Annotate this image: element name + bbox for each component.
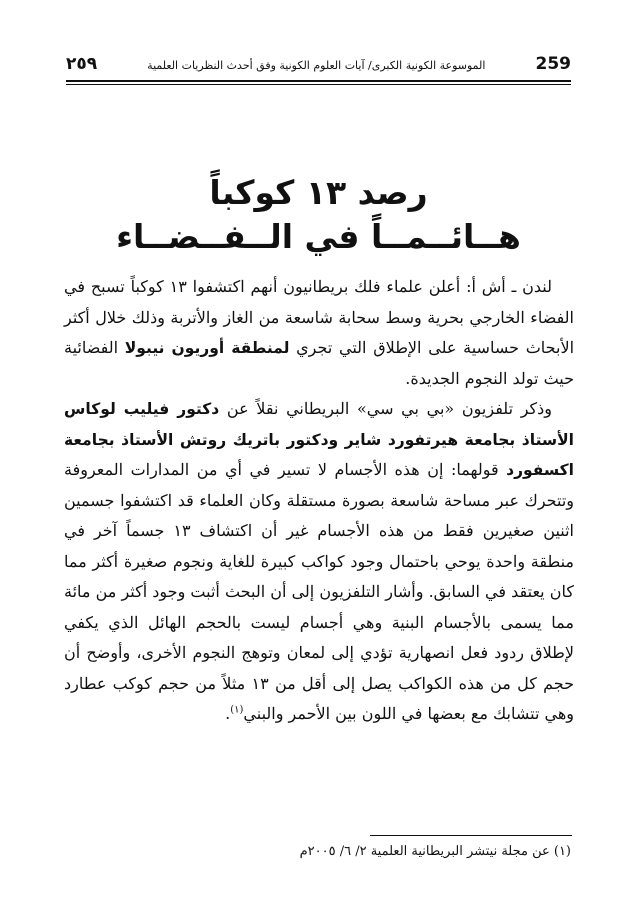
paragraph-1-text: لندن ـ أش أ: أعلن علماء فلك بريطانيون أنهم اكتشفوا ١٣ كوكباً تسبح في الفضاء الخارجي بحرية وسط سحابة شاسعة من الغاز والأتربة وذلك خلال أكثر الأبحاث حساسية على الإطلاق التي تجري: [64, 277, 575, 357]
paragraph-2-bold: دكتور فيليب لوكاس الأستاذ بجامعة هيرتفورد شاير ودكتور باتريك روتش الأستاذ بجامعة اكسفورد: [64, 400, 574, 479]
paragraph-2-start: وذكر تلفزيون «بي بي سي» البريطاني نقلاً عن: [219, 399, 553, 418]
paragraph-2: [64, 394, 574, 730]
page-header: [66, 54, 571, 76]
paragraph-2-end: .: [225, 704, 231, 723]
paragraph-1-end: الفضائية حيث تولد النجوم الجديدة.: [64, 338, 574, 388]
paragraph-1: [64, 272, 574, 394]
article-body: [64, 272, 574, 730]
running-title: الموسوعة الكونية الكبرى/ آيات العلوم الكونية وفق أحدث النظريات العلمية: [147, 59, 486, 72]
footnote-reference: (١): [230, 704, 244, 716]
paragraph-1-bold: لمنطقة أوريون نيبولا: [124, 339, 290, 357]
page-number-arabic: ٢٥٩: [66, 54, 98, 74]
title-line-1: رصد ١٣ كوكباً: [209, 173, 428, 212]
paragraph-2-text: قولهما: إن هذه الأجسام لا تسير في أي من المدارات المعروفة وتتحرك عبر مساحة شاسعة بصورة مستقلة وكان العلماء قد اكتشفوا جسمين اثنين صغيرين فقط من هذه الأجسام غير أن اكتشاف ١٣ جسماً آخر في منطقة واحدة يوحي باحتمال وجود كواكب كبيرة للغاية ونجوم صغيرة أكثر مما كان يعتقد في السابق. وأشار التلفزيون إلى أن البحث أثبت وجود أكثر من مائة مما يسمى بالأجسام البنية وهي أجسام ليست بالحجم الهائل الذي يكفي لإطلاق ردود فعل انصهارية تؤدي إلى لمعان وتوهج النجوم الأخرى، وأوضح أن حجم كل من هذه الكواكب يصل إلى أقل من ١٣ مثلاً من حجم كوكب عطارد وهي تتشابك مع بعضها في اللون بين الأحمر والبني: [64, 460, 574, 723]
title-line-2: هــائــمــاً في الــفــضــاء: [116, 217, 521, 256]
footnote-rule: [370, 835, 572, 836]
header-rule: [66, 80, 571, 85]
footnote: (١) عن مجلة نيتشر البريطانية العلمية ٢/ ٦/ ٢٠٠٥م: [299, 844, 571, 859]
article-title: [66, 172, 571, 260]
page-number-latin: 259: [535, 54, 571, 74]
